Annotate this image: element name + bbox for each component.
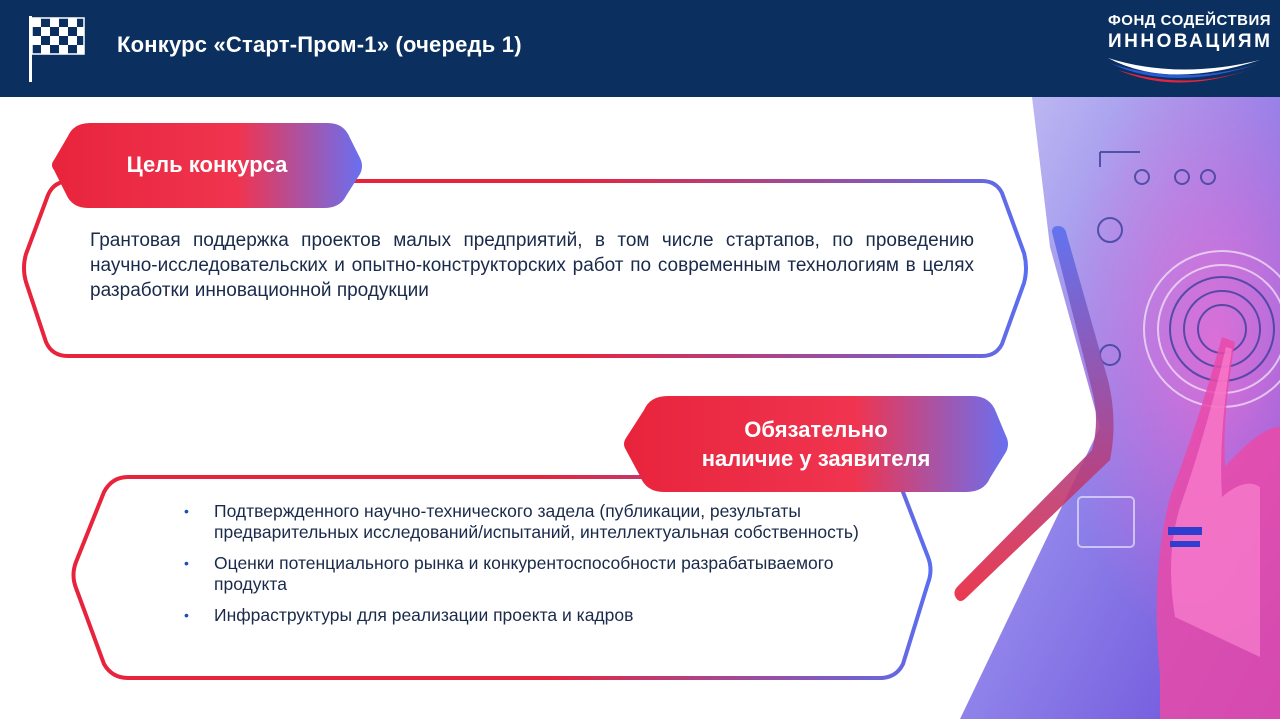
logo-line-2: ИННОВАЦИЯМ — [1108, 31, 1273, 52]
list-item-text: Подтвержденного научно-технического задела (публикации, результаты предварительных исследований/испытаний, интеллектуальная собственность) — [214, 501, 859, 542]
logo-line-1: ФОНД СОДЕЙСТВИЯ — [1108, 12, 1272, 29]
requirements-tag: Обязательно наличие у заявителя — [701, 417, 931, 471]
page-title: Конкурс «Старт-Пром-1» (очередь 1) — [117, 32, 522, 57]
list-item — [184, 553, 864, 595]
list-item-text: Оценки потенциального рынка и конкурентоспособности разрабатываемого продукта — [214, 553, 834, 594]
list-item-text: Инфраструктуры для реализации проекта и кадров — [214, 605, 634, 625]
goal-text: Грантовая поддержка проектов малых предприятий, в том числе стартапов, по проведению научно-исследовательских и опытно-конструкторских работ по современным технологиям в целях разработки инновационной продукции — [90, 230, 974, 301]
goal-tag: Цель конкурса — [126, 152, 288, 177]
list-item — [184, 605, 864, 626]
bullet-icon: • — [184, 607, 189, 623]
bullet-icon: • — [184, 503, 189, 519]
list-item — [184, 501, 864, 543]
bullet-icon: • — [184, 555, 189, 571]
requirements-list — [184, 501, 864, 636]
